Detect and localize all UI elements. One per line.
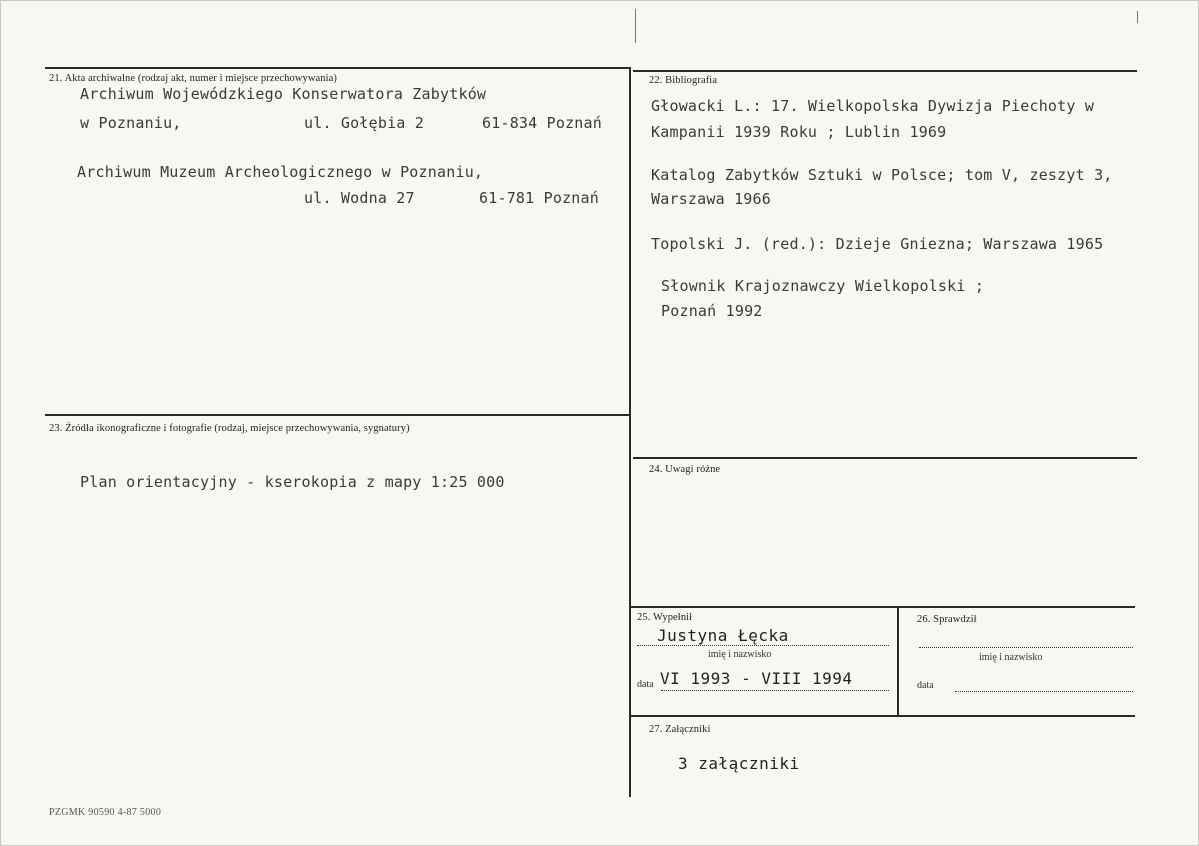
archive-line-2-street: ul. Gołębia 2: [304, 114, 424, 132]
attachments-value: 3 załączniki: [678, 754, 800, 773]
filled-by-date-value: VI 1993 - VIII 1994: [660, 669, 853, 688]
bibliography-entry-2-line-2: Warszawa 1966: [651, 190, 771, 208]
section-26-label: 26. Sprawdził: [917, 614, 977, 625]
checked-by-name-line: [919, 647, 1133, 648]
archive-line-2-postal: 61-834 Poznań: [482, 114, 602, 132]
section-22-label: 22. Bibliografia: [649, 75, 718, 86]
iconography-value: Plan orientacyjny - kserokopia z mapy 1:25 000: [80, 473, 505, 491]
archive-line-4-postal: 61-781 Poznań: [479, 189, 599, 207]
bibliography-entry-2-line-1: Katalog Zabytków Sztuki w Polsce; tom V, zeszyt 3,: [651, 166, 1113, 184]
corner-tick: [1137, 11, 1138, 23]
archive-line-1: Archiwum Wojewódzkiego Konserwatora Zabytków: [80, 85, 487, 103]
archive-line-3: Archiwum Muzeum Archeologicznego w Poznaniu,: [77, 163, 484, 181]
section-24-top-rule: [633, 457, 1137, 459]
bibliography-entry-4-line-2: Poznań 1992: [661, 302, 763, 320]
filled-by-date-label: data: [637, 679, 654, 690]
filled-by-name-line: [637, 645, 889, 646]
checked-by-date-label: data: [917, 680, 934, 691]
section-24-label: 24. Uwagi różne: [649, 464, 721, 475]
bibliography-entry-1-line-1: Głowacki L.: 17. Wielkopolska Dywizja Piechoty w: [651, 97, 1095, 115]
section-25-26-top-rule: [631, 606, 1135, 608]
bibliography-entry-1-line-2: Kampanii 1939 Roku ; Lublin 1969: [651, 123, 947, 141]
section-25-label: 25. Wypełnił: [637, 612, 693, 623]
checked-by-date-line: [955, 691, 1133, 692]
print-code: PZGMK 90590 4-87 5000: [49, 807, 162, 818]
bibliography-entry-3: Topolski J. (red.): Dzieje Gniezna; Warszawa 1965: [651, 235, 1104, 253]
section-21-top-rule: [45, 67, 629, 69]
archive-line-2-city: w Poznaniu,: [80, 114, 182, 132]
section-23-label: 23. Źródła ikonograficzne i fotografie (rodzaj, miejsce przechowywania, sygnatury): [49, 423, 410, 434]
section-27-label: 27. Załączniki: [649, 724, 711, 735]
archive-line-4-street: ul. Wodna 27: [304, 189, 415, 207]
column-divider: [629, 67, 631, 797]
checked-by-name-caption: imię i nazwisko: [979, 652, 1043, 663]
filled-by-name-caption: imię i nazwisko: [708, 649, 772, 660]
bibliography-entry-4-line-1: Słownik Krajoznawczy Wielkopolski ;: [661, 277, 985, 295]
section-25-26-divider: [897, 606, 899, 716]
section-22-top-rule: [633, 70, 1137, 72]
section-23-top-rule: [45, 414, 631, 416]
filled-by-name: Justyna Łęcka: [657, 626, 789, 645]
corner-tick: [635, 9, 636, 43]
section-21-label: 21. Akta archiwalne (rodzaj akt, numer i miejsce przechowywania): [49, 73, 338, 84]
section-27-top-rule: [631, 715, 1135, 717]
filled-by-date-line: [661, 690, 889, 691]
